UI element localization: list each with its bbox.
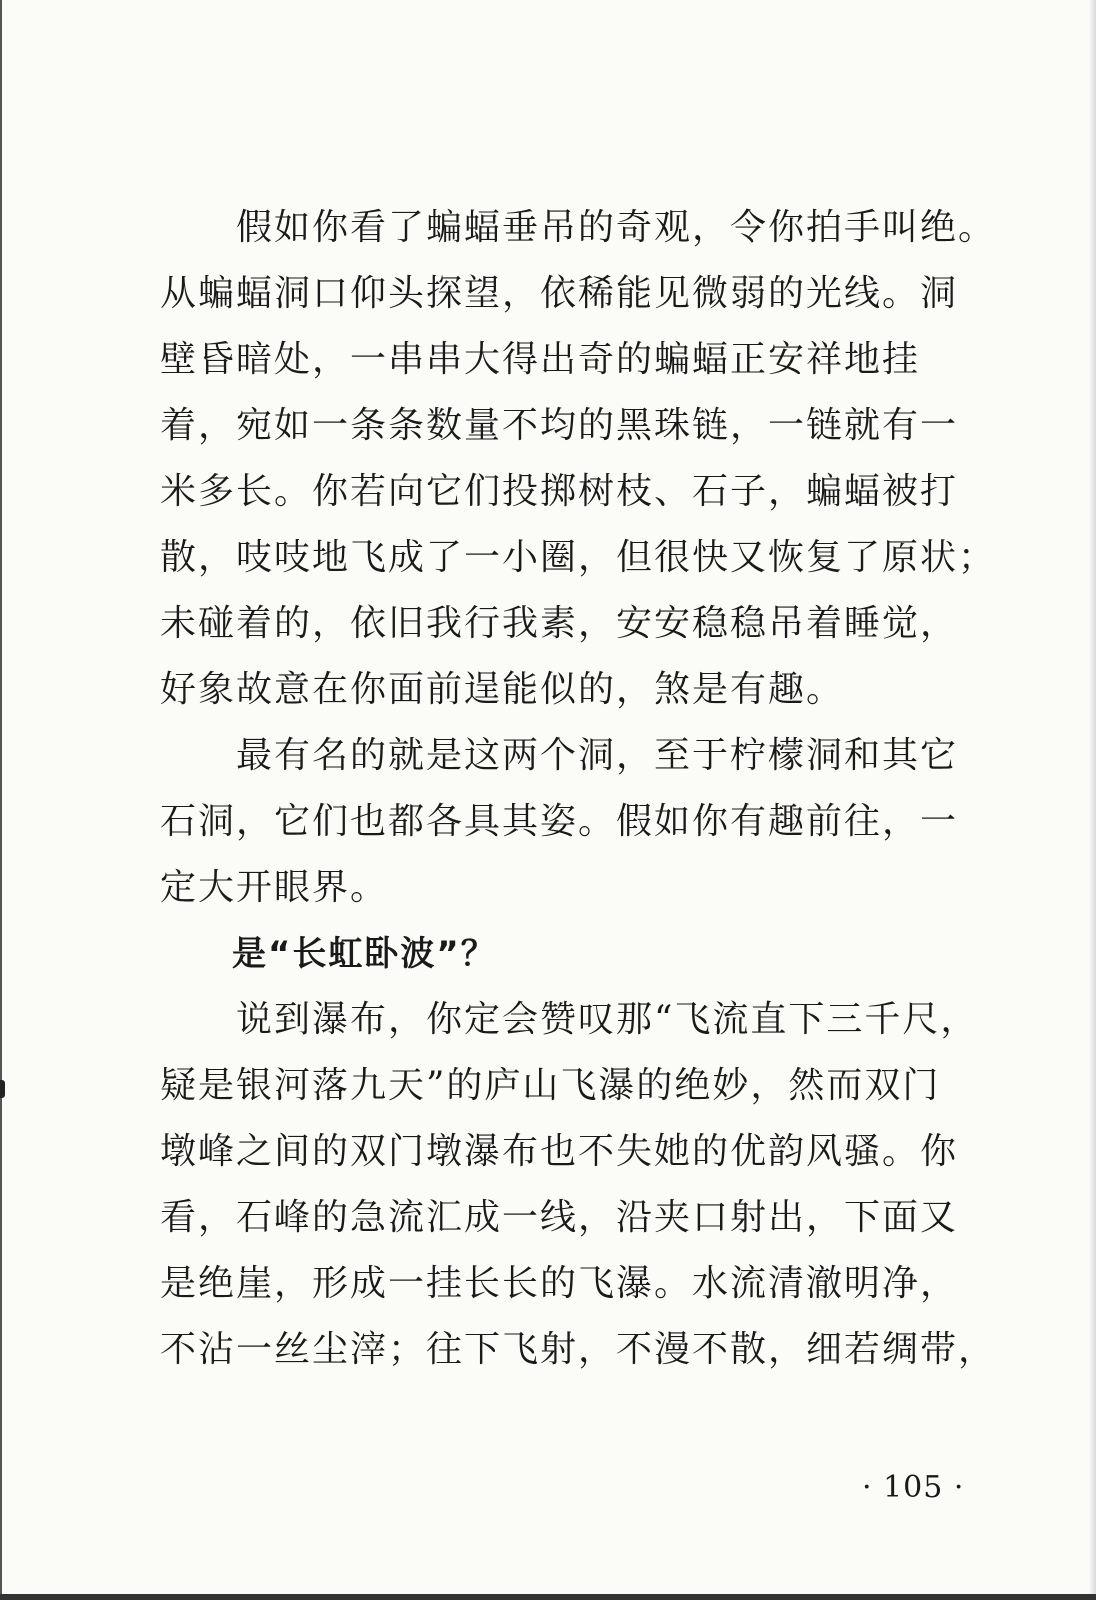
binding-mark bbox=[0, 1080, 5, 1098]
text-line: 米多长。你若向它们投掷树枝、石子，蝙蝠被打 bbox=[160, 471, 959, 512]
text-line: 是绝崖，形成一挂长长的飞瀑。水流清澈明净， bbox=[160, 1263, 959, 1304]
text-line: 墩峰之间的双门墩瀑布也不失她的优韵风骚。你 bbox=[160, 1131, 959, 1172]
text-line: 看，石峰的急流汇成一线，沿夹口射出，下面又 bbox=[160, 1197, 959, 1238]
text-line: 最有名的就是这两个洞，至于柠檬洞和其它 bbox=[160, 735, 959, 776]
text-line: 假如你看了蝙蝠垂吊的奇观，令你拍手叫绝。 bbox=[160, 207, 997, 248]
text-line: 未碰着的，依旧我行我素，安安稳稳吊着睡觉， bbox=[160, 603, 959, 644]
page-bottom-edge bbox=[0, 1594, 1096, 1600]
body-text bbox=[160, 195, 1032, 1383]
section-heading: 是“长虹卧波”？ bbox=[160, 934, 497, 974]
text-line: 壁昏暗处，一串串大得出奇的蝙蝠正安祥地挂 bbox=[160, 339, 921, 380]
text-line: 定大开眼界。 bbox=[160, 867, 389, 908]
text-line: 疑是银河落九天”的庐山飞瀑的绝妙，然而双门 bbox=[160, 1065, 941, 1106]
page-right-edge bbox=[1088, 0, 1096, 1600]
page-number: · 105 · bbox=[862, 1470, 965, 1505]
text-line: 说到瀑布，你定会赞叹那“飞流直下三千尺， bbox=[160, 999, 979, 1040]
text-line: 不沾一丝尘滓；往下飞射，不漫不散，细若绸带， bbox=[160, 1329, 997, 1370]
text-line: 好象故意在你面前逞能似的，煞是有趣。 bbox=[160, 669, 845, 710]
text-line: 散，吱吱地飞成了一小圈，但很快又恢复了原状； bbox=[160, 537, 997, 578]
text-line: 石洞，它们也都各具其姿。假如你有趣前往，一 bbox=[160, 801, 959, 842]
text-line: 从蝙蝠洞口仰头探望，依稀能见微弱的光线。洞 bbox=[160, 273, 959, 314]
page-left-edge bbox=[0, 0, 2, 1600]
text-line: 着，宛如一条条数量不均的黑珠链，一链就有一 bbox=[160, 405, 959, 446]
